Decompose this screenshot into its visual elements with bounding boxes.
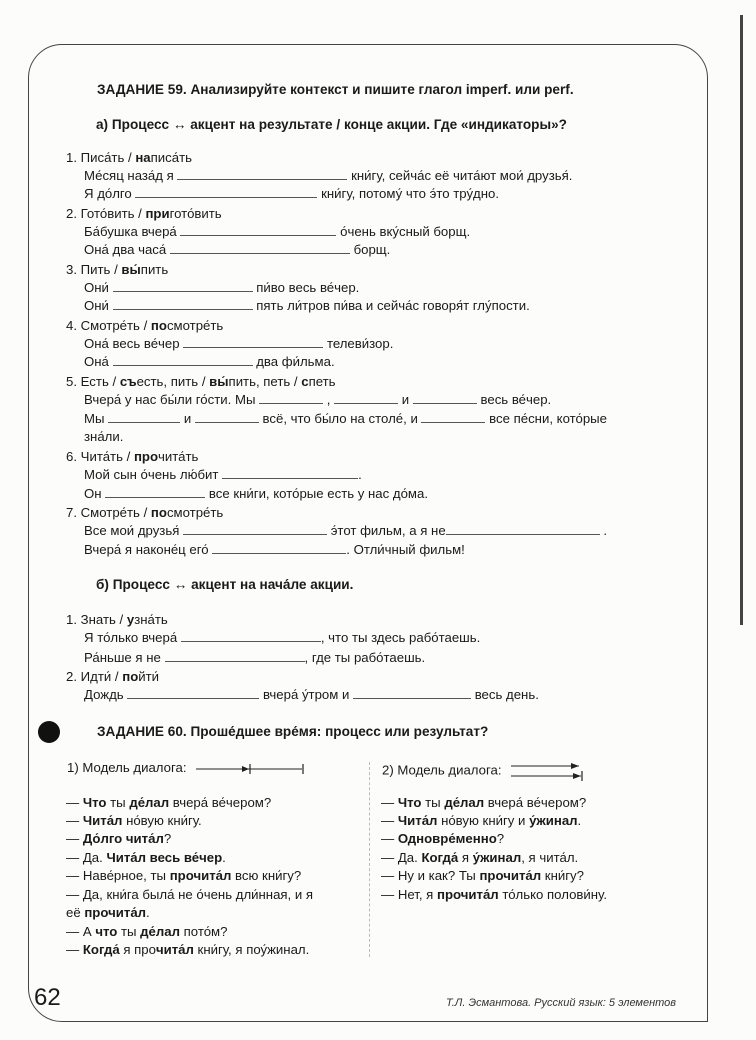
blank-field[interactable] — [113, 354, 253, 366]
blank-field[interactable] — [195, 411, 259, 423]
item2-line2: Она́ два часа́ борщ. — [84, 242, 391, 257]
item5-verbs: 5. Есть / съесть, пить / вы́пить, петь / спеть — [66, 374, 336, 389]
item2-verbs: 2. Гото́вить / пригото́вить — [66, 206, 222, 221]
task59-part-a-heading: а) Процесс ↔ акцент на результате / конце акции. Где «индикаторы»? — [96, 117, 567, 132]
blank-field[interactable] — [181, 630, 321, 642]
item3-line1: Они́ пи́во весь ве́чер. — [84, 280, 360, 295]
blank-field[interactable] — [165, 650, 305, 662]
item3-verbs: 3. Пить / вы́пить — [66, 262, 169, 277]
task60-title: ЗАДАНИЕ 60. Проше́дшее вре́мя: процесс или результат? — [97, 724, 489, 739]
item7-line1: Все мои́ друзья́ э́тот фильм, а я не . — [84, 523, 607, 538]
blank-field[interactable] — [446, 523, 600, 535]
task59-title: ЗАДАНИЕ 59. Анализируйте контекст и пишите глагол imperf. или perf. — [97, 82, 574, 97]
item6-verbs: 6. Чита́ть / прочита́ть — [66, 449, 199, 464]
blank-field[interactable] — [413, 392, 477, 404]
item1-line2: Я до́лго кни́гу, потому́ что э́то тру́дно. — [84, 186, 500, 201]
left-dialog-line: — Что ты де́лал вчера́ ве́чером? — [66, 795, 272, 810]
right-dialog-line: — Одновре́менно? — [381, 831, 505, 846]
b-item2-verbs: 2. Идти́ / пойти́ — [66, 669, 160, 684]
blank-field[interactable] — [353, 687, 471, 699]
right-dialog-line: — Ну и как? Ты прочита́л кни́гу? — [381, 868, 584, 883]
right-dialog-line: — Чита́л но́вую кни́гу и у́жинал. — [381, 813, 582, 828]
b-item2-line1: Дождь вчера́ у́тром и весь день. — [84, 687, 539, 702]
blank-field[interactable] — [135, 186, 317, 198]
blank-field[interactable] — [334, 392, 398, 404]
b-item1-line2: Ра́ньше я не , где ты рабо́таешь. — [84, 650, 426, 665]
item6-line1: Мой сын о́чень лю́бит . — [84, 467, 362, 482]
task59-part-b-heading: б) Процесс ↔ акцент на нача́ле акции. — [96, 577, 354, 592]
blank-field[interactable] — [113, 298, 253, 310]
blank-field[interactable] — [113, 280, 253, 292]
item1-verbs: 1. Писа́ть / написа́ть — [66, 150, 193, 165]
blank-field[interactable] — [183, 336, 323, 348]
b-item1-verbs: 1. Знать / узна́ть — [66, 612, 168, 627]
page-number: 62 — [34, 984, 61, 1011]
left-dialog-line: её прочита́л. — [66, 905, 150, 920]
item5-line3: зна́ли. — [84, 429, 124, 444]
item2-line1: Ба́бушка вчера́ о́чень вку́сный борщ. — [84, 224, 471, 239]
item5-line1: Вчера́ у нас бы́ли го́сти. Мы , и весь ве́чер. — [84, 392, 552, 407]
blank-field[interactable] — [212, 542, 346, 554]
blank-field[interactable] — [170, 242, 350, 254]
right-dialog-line: — Да. Когда́ я у́жинал, я чита́л. — [381, 850, 579, 865]
right-model-label: 2) Модель диалога: — [382, 760, 585, 782]
item3-line2: Они́ пять ли́тров пи́ва и сейча́с говоря́т глу́пости. — [84, 298, 530, 313]
blank-field[interactable] — [180, 224, 336, 236]
bullet-dot-icon — [38, 721, 60, 743]
timeline-arrow-icon — [194, 763, 306, 775]
item4-line2: Она́ два фи́льма. — [84, 354, 335, 369]
left-dialog-line: — Когда́ я прочита́л кни́гу, я поу́жинал. — [66, 942, 310, 957]
blank-field[interactable] — [183, 523, 327, 535]
b-item1-line1: Я то́лько вчера́ , что ты здесь рабо́таешь. — [84, 630, 481, 645]
parallel-arrows-icon — [509, 760, 585, 782]
blank-field[interactable] — [127, 687, 259, 699]
left-dialog-line: — До́лго чита́л? — [66, 831, 172, 846]
footer-credit: Т.Л. Эсмантова. Русский язык: 5 элементов — [446, 997, 677, 1009]
blank-field[interactable] — [177, 168, 347, 180]
left-dialog-line: — А что ты де́лал пото́м? — [66, 924, 228, 939]
blank-field[interactable] — [421, 411, 485, 423]
item7-line2: Вчера́ я наконе́ц его́ . Отли́чный фильм! — [84, 542, 465, 557]
item1-line1: Ме́сяц наза́д я кни́гу, сейча́с её чита́ют мои́ друзья́. — [84, 168, 573, 183]
left-dialog-line: — Да, кни́га была́ не о́чень дли́нная, и я — [66, 887, 314, 902]
blank-field[interactable] — [108, 411, 180, 423]
left-dialog-line: — Да. Чита́л весь ве́чер. — [66, 850, 226, 865]
item6-line2: Он все кни́ги, кото́рые есть у нас до́ма. — [84, 486, 428, 501]
right-dialog-line: — Нет, я прочита́л то́лько полови́ну. — [381, 887, 607, 902]
right-dialog-line: — Что ты де́лал вчера́ ве́чером? — [381, 795, 587, 810]
page-edge-bar — [740, 15, 743, 625]
item4-line1: Она́ весь ве́чер телеви́зор. — [84, 336, 394, 351]
item5-line2: Мы и всё, что бы́ло на столе́, и все пе́сни, кото́рые — [84, 411, 607, 426]
item4-verbs: 4. Смотре́ть / посмотре́ть — [66, 318, 224, 333]
column-divider — [369, 762, 370, 957]
blank-field[interactable] — [105, 486, 205, 498]
left-model-label: 1) Модель диалога: — [67, 760, 306, 775]
item7-verbs: 7. Смотре́ть / посмотре́ть — [66, 505, 224, 520]
left-dialog-line: — Наве́рное, ты прочита́л всю кни́гу? — [66, 868, 302, 883]
blank-field[interactable] — [222, 467, 358, 479]
blank-field[interactable] — [259, 392, 323, 404]
left-dialog-line: — Чита́л но́вую кни́гу. — [66, 813, 202, 828]
